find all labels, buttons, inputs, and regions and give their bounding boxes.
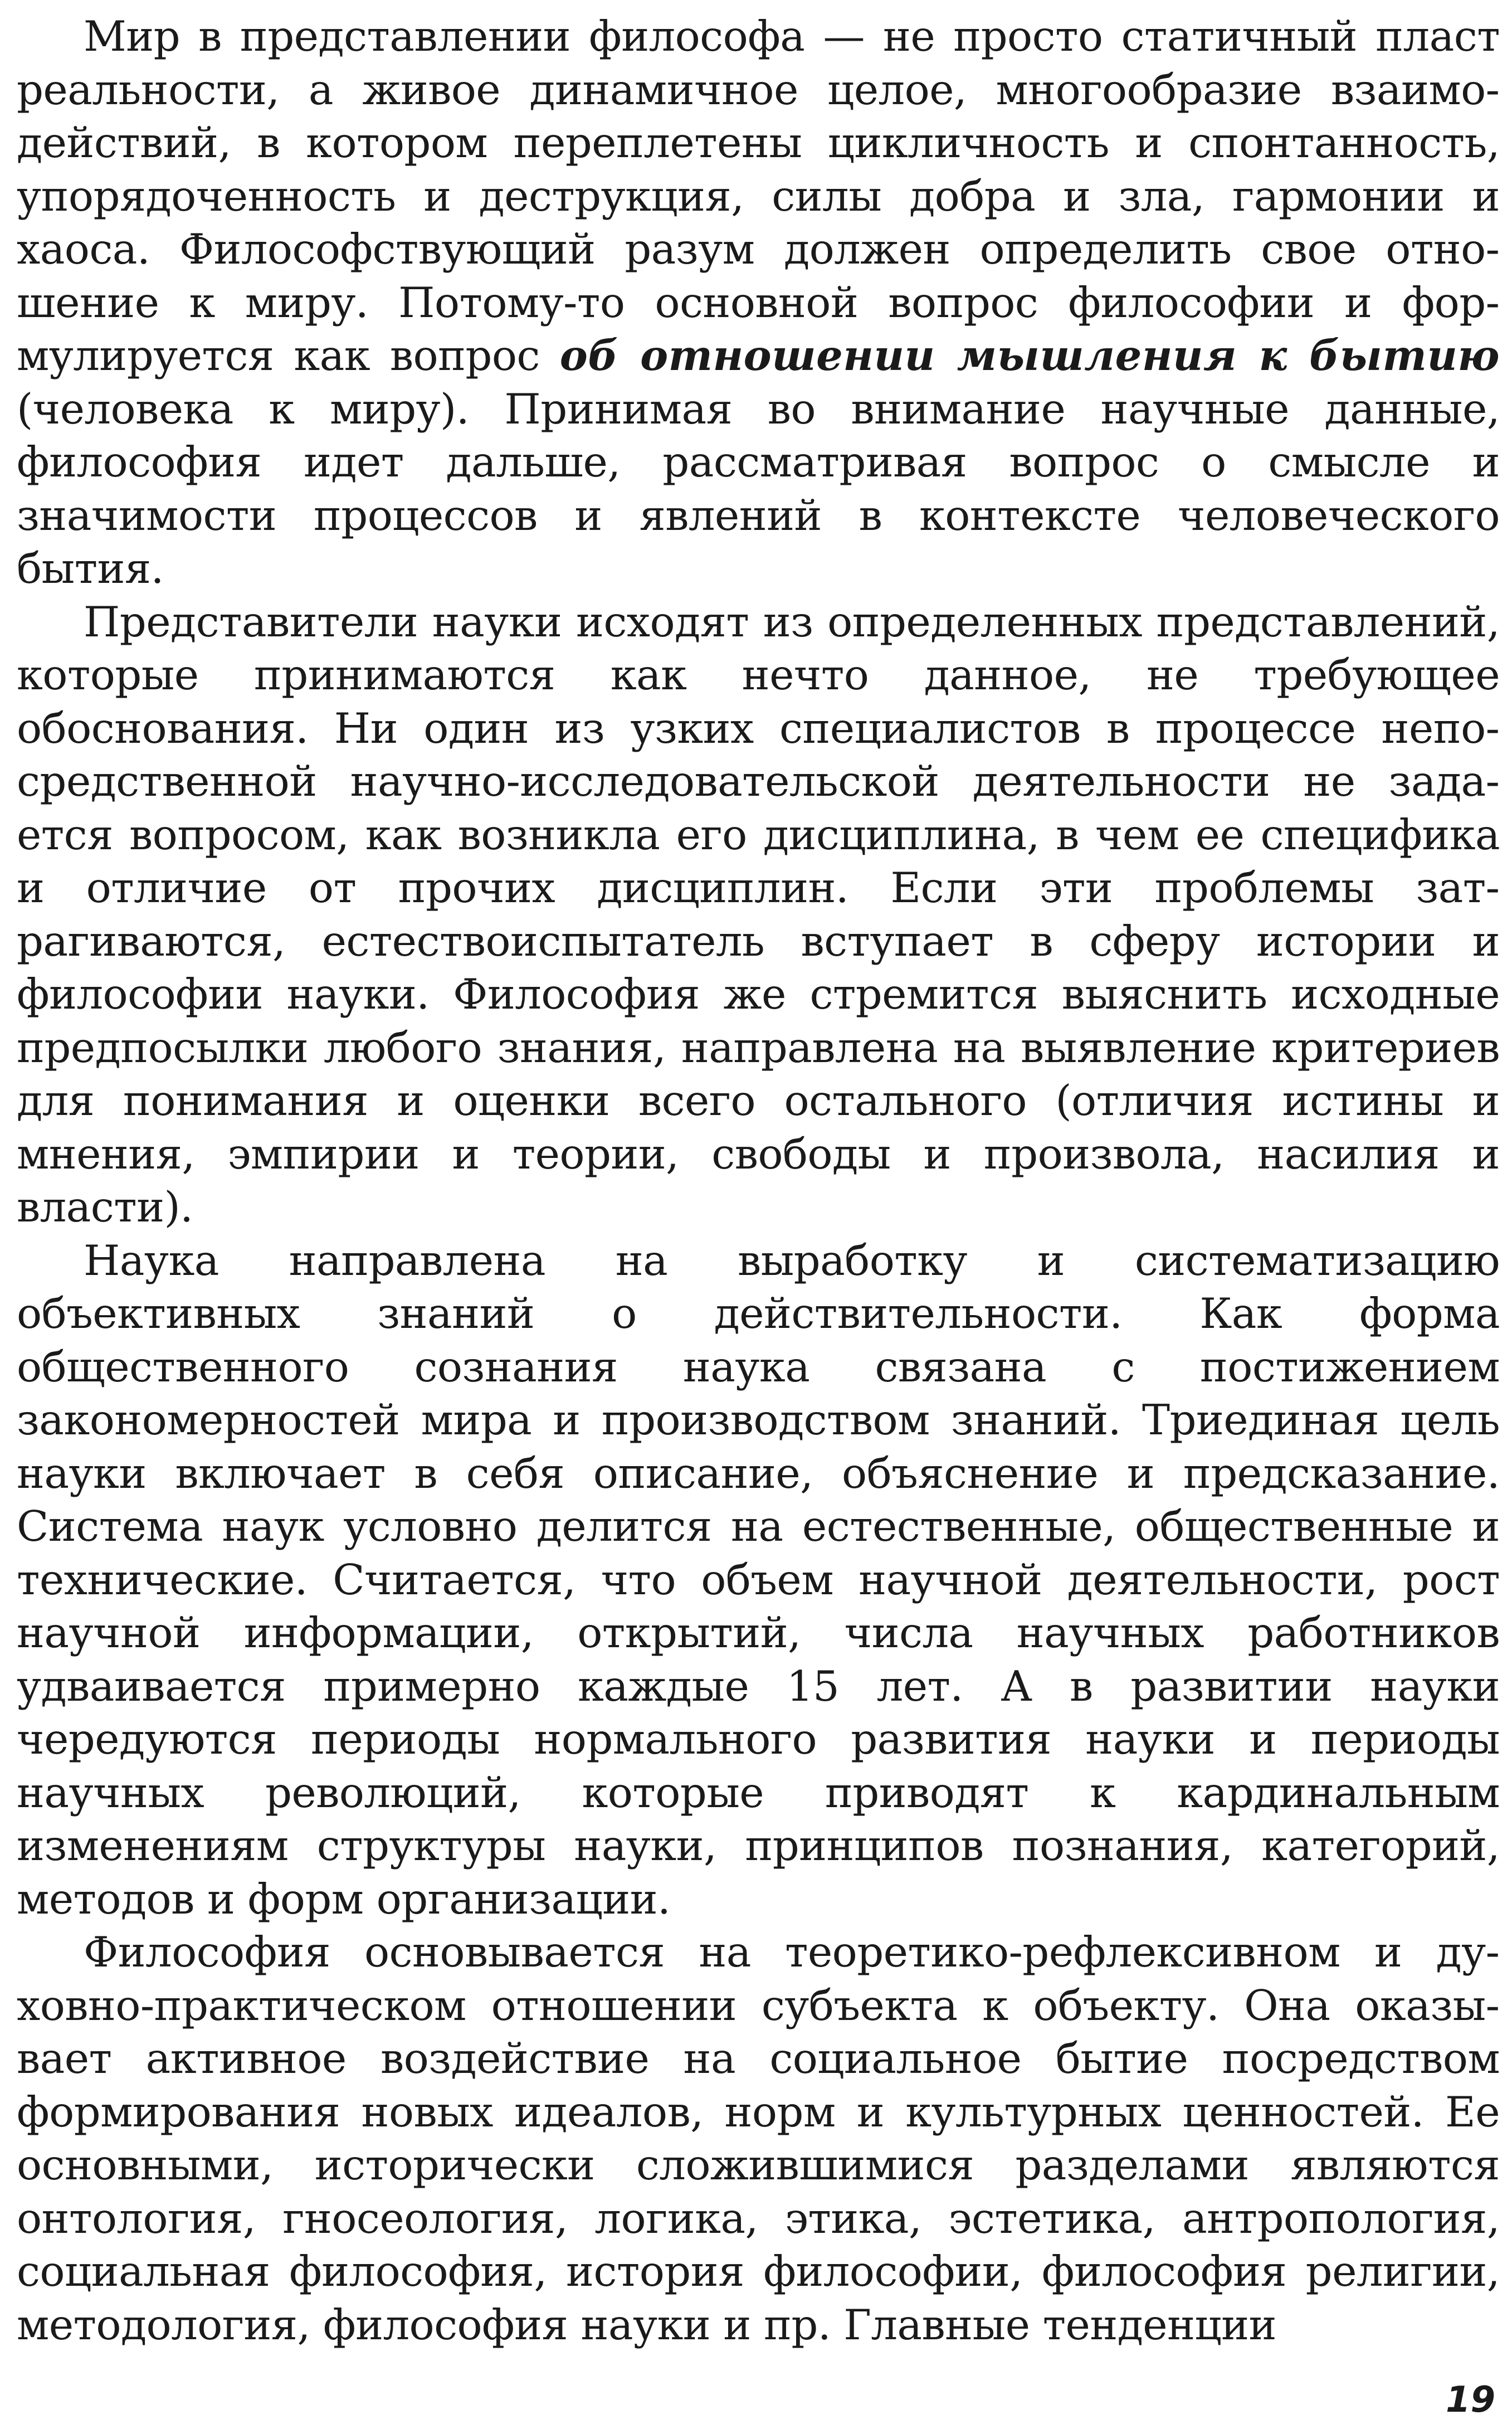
- body-text: [17, 10, 1500, 2352]
- paragraph-4: Философия основывается на теоретико-рефлексивном и духовно-практическом отношении субъекта к объекту. Она оказывает активное воздействие на социальное бытие посредством формирования новых идеалов, норм и культурных ценностей. Ее основными, исторически сложившимися разделами являются онтология, гносеология, логика, этика, эстетика, антропология, социальная философия, история философии, философия религии, методология, философия науки и пр. Главные тенденции: [17, 1927, 1500, 2349]
- page-number: 19: [1445, 2379, 1495, 2421]
- paragraph-2: Представители науки исходят из определенных представлений, которые принимаются как нечто данное, не требующее обоснования. Ни один из узких специалистов в процессе непосредственной научно-исследовательской деятельности не задается вопросом, как возникла его дисциплина, в чем ее специфика и отличие от прочих дисциплин. Если эти проблемы затрагиваются, естествоиспытатель вступает в сферу истории и философии науки. Философия же стремится выяснить исходные предпосылки любого знания, направлена на выявление критериев для понимания и оценки всего остального (отличия истины и мнения, эмпирии и теории, свободы и произвола, насилия и власти).: [17, 597, 1500, 1231]
- paragraph-1: [17, 10, 1500, 596]
- paragraph-1-text-after: (человека к миру). Принимая во внимание научные данные, философия идет дальше, рассматривая вопрос о смысле и значимости процессов и явлений в контексте человеческого бытия.: [17, 384, 1500, 593]
- paragraph-1-text-before: Мир в представлении философа — не просто статичный пласт реальности, а живое динамичное целое, многообразие взаимодействий, в котором переплетены цикличность и спонтанность, упорядоченность и деструкция, силы добра и зла, гармонии и хаоса. Философствующий разум должен определить свое отношение к миру. Потому-то основной вопрос философии и формулируется как вопрос: [17, 12, 1500, 380]
- paragraph-1-emphasis: об отношении мышления к бытию: [559, 331, 1500, 380]
- paragraph-3: Наука направлена на выработку и систематизацию объективных знаний о действительности. Как форма общественного сознания наука связана с постижением закономерностей мира и производством знаний. Триединая цель науки включает в себя описание, объяснение и предсказание. Система наук условно делится на естественные, общественные и технические. Считается, что объем научной деятельности, рост научной информации, открытий, числа научных работников удваивается примерно каждые 15 лет. А в развитии науки чередуются периоды нормального развития науки и периоды научных революций, которые приводят к кардинальным изменениям структуры науки, принципов познания, категорий, методов и форм организации.: [17, 1235, 1500, 1924]
